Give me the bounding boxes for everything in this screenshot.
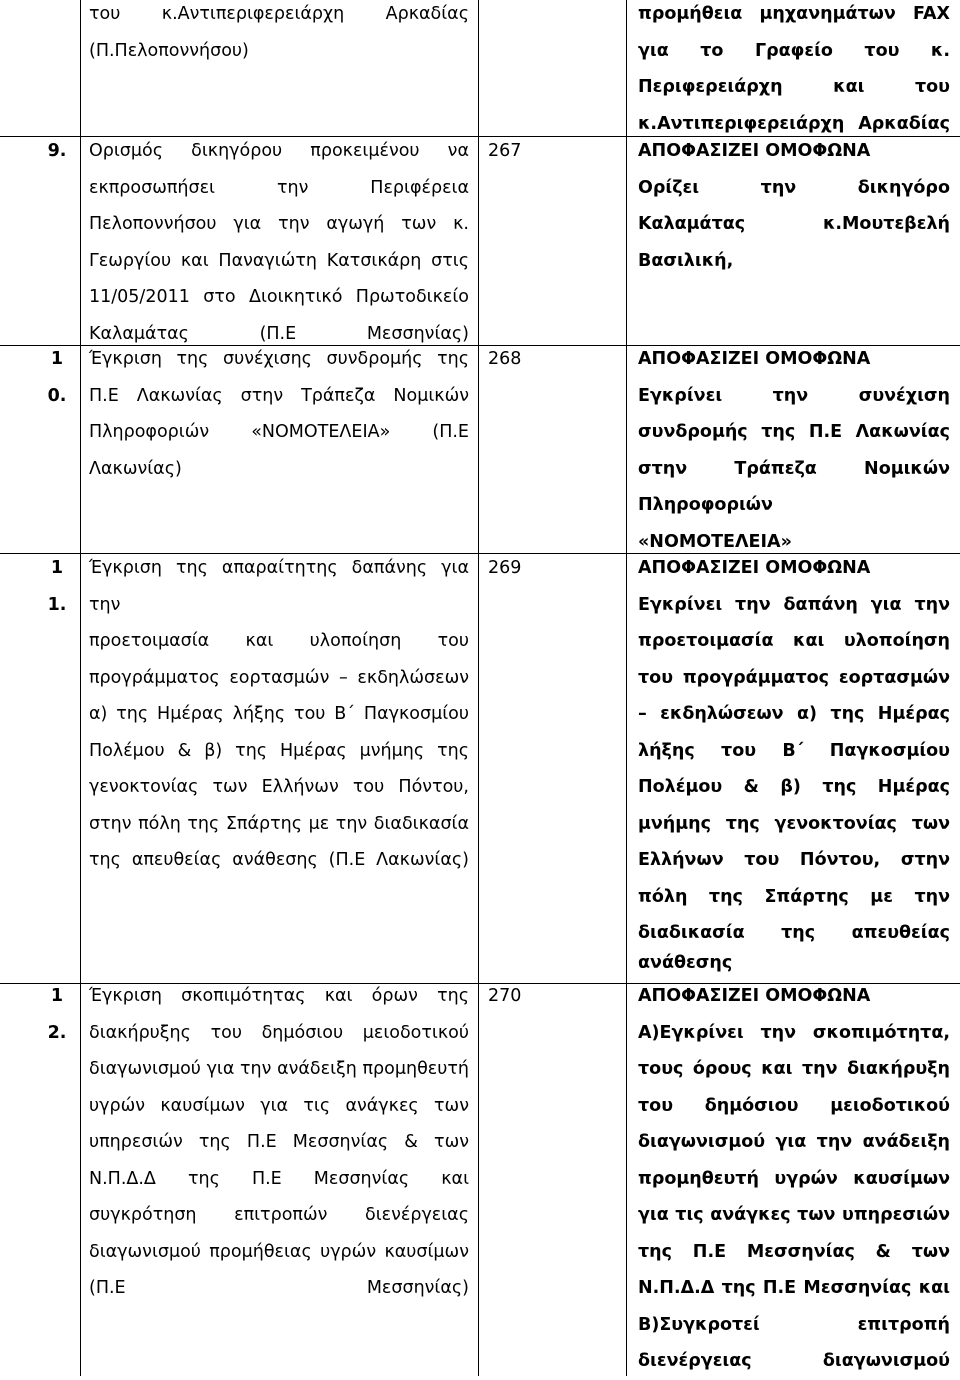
decision-cell <box>638 978 950 1380</box>
item-number: 1. <box>47 594 67 615</box>
decision-line: κ.Αντιπεριφερειάρχη Αρκαδίας <box>638 113 950 134</box>
decision-line: του προγράμματος εορτασμών <box>638 667 950 688</box>
subject-line: Ορισμός δικηγόρου προκειμένου να <box>89 141 469 161</box>
subject-line: γενοκτονίας των Ελλήνων του Πόντου, <box>89 777 469 797</box>
table-border-left <box>80 0 81 1376</box>
item-number: 1 <box>50 349 64 369</box>
decision-line: «ΝΟΜΟΤΕΛΕΙΑ» <box>638 531 792 552</box>
item-number: 0. <box>47 385 67 406</box>
item-number-cell <box>40 133 74 170</box>
decision-cell <box>638 550 950 974</box>
decision-line: ΑΠΟΦΑΣΙΖΕΙ ΟΜΟΦΩΝΑ <box>638 141 871 161</box>
decision-line: Πολέμου & β) της Ημέρας <box>638 777 950 797</box>
item-number: 1 <box>50 558 64 578</box>
decision-line: στην Τράπεζα Νομικών <box>638 458 950 479</box>
subject-line: Λακωνίας) <box>89 458 182 479</box>
subject-line: Έγκριση της απαραίτητης δαπάνης για την <box>89 558 469 615</box>
subject-line: συγκρότηση επιτροπών διενέργειας <box>89 1205 469 1225</box>
decision-line: λήξης του Β΄ Παγκοσμίου <box>638 740 950 761</box>
subject-line: (Π.Ε Μεσσηνίας) <box>89 1278 469 1298</box>
decision-number-cell <box>488 133 608 170</box>
subject-line: διαγωνισμού για την ανάδειξη προμηθευτή <box>89 1059 469 1079</box>
subject-line: εκπροσωπήσει την Περιφέρεια <box>89 177 469 198</box>
decision-line: Α)Εγκρίνει την σκοπιμότητα, <box>638 1022 950 1043</box>
subject-line: στην πόλη της Σπάρτης με την διαδικασία <box>89 813 469 834</box>
subject-line: προετοιμασία και υλοποίηση του <box>89 631 469 651</box>
item-number: 9. <box>47 141 67 161</box>
decision-number: 269 <box>488 558 522 578</box>
decision-line: Πληροφοριών <box>638 495 773 515</box>
subject-line: διακήρυξης του δημόσιου μειοδοτικού <box>89 1022 469 1043</box>
decision-line: προετοιμασία και υλοποίηση <box>638 631 950 651</box>
decision-line: μνήμης της γενοκτονίας των <box>638 813 950 834</box>
decision-line: Εγκρίνει την συνέχιση <box>638 385 950 406</box>
item-number-cell <box>40 978 74 1051</box>
item-number: 2. <box>47 1022 67 1043</box>
item-number-cell <box>40 341 74 414</box>
subject-cell <box>89 0 469 69</box>
decision-number: 267 <box>488 141 522 161</box>
subject-line: (Π.Πελοποννήσου) <box>89 40 249 61</box>
decision-line: Ορίζει την δικηγόρο <box>638 177 950 198</box>
decision-number: 268 <box>488 349 522 369</box>
decision-line: Καλαμάτας κ.Μουτεβελή <box>638 214 950 234</box>
decision-line: πόλη της Σπάρτης με την <box>638 886 950 907</box>
decision-line: της Π.Ε Μεσσηνίας & των <box>638 1241 950 1262</box>
decision-line: για το Γραφείο του κ. <box>638 40 950 61</box>
decision-line: προμήθεια μηχανημάτων FAX <box>638 4 950 24</box>
decision-line: ΑΠΟΦΑΣΙΖΕΙ ΟΜΟΦΩΝΑ <box>638 558 871 578</box>
decision-number-cell <box>488 978 608 1015</box>
decision-line: Β)Συγκροτεί επιτροπή <box>638 1314 950 1335</box>
subject-line: Ν.Π.Δ.Δ της Π.Ε Μεσσηνίας και <box>89 1168 469 1189</box>
subject-line: Έγκριση της συνέχισης συνδρομής της <box>89 349 469 369</box>
item-number-cell <box>40 550 74 623</box>
decision-line: του δημόσιου μειοδοτικού <box>638 1095 950 1116</box>
decision-line: ΑΠΟΦΑΣΙΖΕΙ ΟΜΟΦΩΝΑ <box>638 986 871 1006</box>
decision-cell <box>638 0 950 142</box>
table-border-mid1 <box>478 0 479 1376</box>
subject-line: Καλαμάτας (Π.Ε Μεσσηνίας) <box>89 323 469 344</box>
subject-line: Έγκριση σκοπιμότητας και όρων της <box>89 986 469 1006</box>
subject-line: προγράμματος εορτασμών – εκδηλώσεων <box>89 667 469 688</box>
decision-line: Περιφερειάρχη και του <box>638 77 950 97</box>
decision-line: διενέργειας διαγωνισμού <box>638 1351 950 1371</box>
decision-line: διαγωνισμού για την ανάδειξη <box>638 1132 950 1152</box>
decision-line: διαδικασία της απευθείας <box>638 923 950 943</box>
subject-line: Πελοποννήσου για την αγωγή των κ. <box>89 214 469 234</box>
subject-line: Πληροφοριών «ΝΟΜΟΤΕΛΕΙΑ» (Π.Ε <box>89 422 469 442</box>
subject-cell <box>89 550 469 879</box>
decision-line: για τις ανάγκες των υπηρεσιών <box>638 1205 950 1225</box>
item-number: 1 <box>50 986 64 1006</box>
subject-line: του κ.Αντιπεριφερειάρχη Αρκαδίας <box>89 4 469 24</box>
decision-cell <box>638 133 950 279</box>
subject-line: της απευθείας ανάθεσης (Π.Ε Λακωνίας) <box>89 850 469 870</box>
decision-number-cell <box>488 550 608 587</box>
decision-line: ανάθεσης <box>638 952 733 973</box>
subject-line: Πολέμου & β) της Ημέρας μνήμης της <box>89 740 469 761</box>
decision-number: 270 <box>488 986 522 1006</box>
decision-line: τους όρους και την διακήρυξη <box>638 1059 950 1079</box>
subject-cell <box>89 341 469 487</box>
subject-cell <box>89 133 469 352</box>
table-border-mid2 <box>626 0 627 1376</box>
decision-cell <box>638 341 950 560</box>
decision-line: Εγκρίνει την δαπάνη για την <box>638 594 950 615</box>
decision-line: συνδρομής της Π.Ε Λακωνίας <box>638 422 950 442</box>
decision-line: Ελλήνων του Πόντου, στην <box>638 850 950 870</box>
decision-line: Ν.Π.Δ.Δ της Π.Ε Μεσσηνίας και <box>638 1278 950 1298</box>
subject-line: Π.Ε Λακωνίας στην Τράπεζα Νομικών <box>89 385 469 406</box>
decision-line: Βασιλική, <box>638 250 734 271</box>
decision-line: προμηθευτή υγρών καυσίμων <box>638 1168 950 1189</box>
decision-number-cell <box>488 341 608 378</box>
subject-cell <box>89 978 469 1307</box>
subject-line: α) της Ημέρας λήξης του Β΄ Παγκοσμίου <box>89 704 469 724</box>
subject-line: Γεωργίου και Παναγιώτη Κατσικάρη στις <box>89 250 469 271</box>
decision-line: ΑΠΟΦΑΣΙΖΕΙ ΟΜΟΦΩΝΑ <box>638 349 871 369</box>
subject-line: 11/05/2011 στο Διοικητικό Πρωτοδικείο <box>89 287 469 307</box>
subject-line: υπηρεσιών της Π.Ε Μεσσηνίας & των <box>89 1132 469 1152</box>
decision-line: – εκδηλώσεων α) της Ημέρας <box>638 704 950 724</box>
subject-line: υγρών καυσίμων για τις ανάγκες των <box>89 1095 469 1116</box>
subject-line: διαγωνισμού προμήθειας υγρών καυσίμων <box>89 1241 469 1262</box>
